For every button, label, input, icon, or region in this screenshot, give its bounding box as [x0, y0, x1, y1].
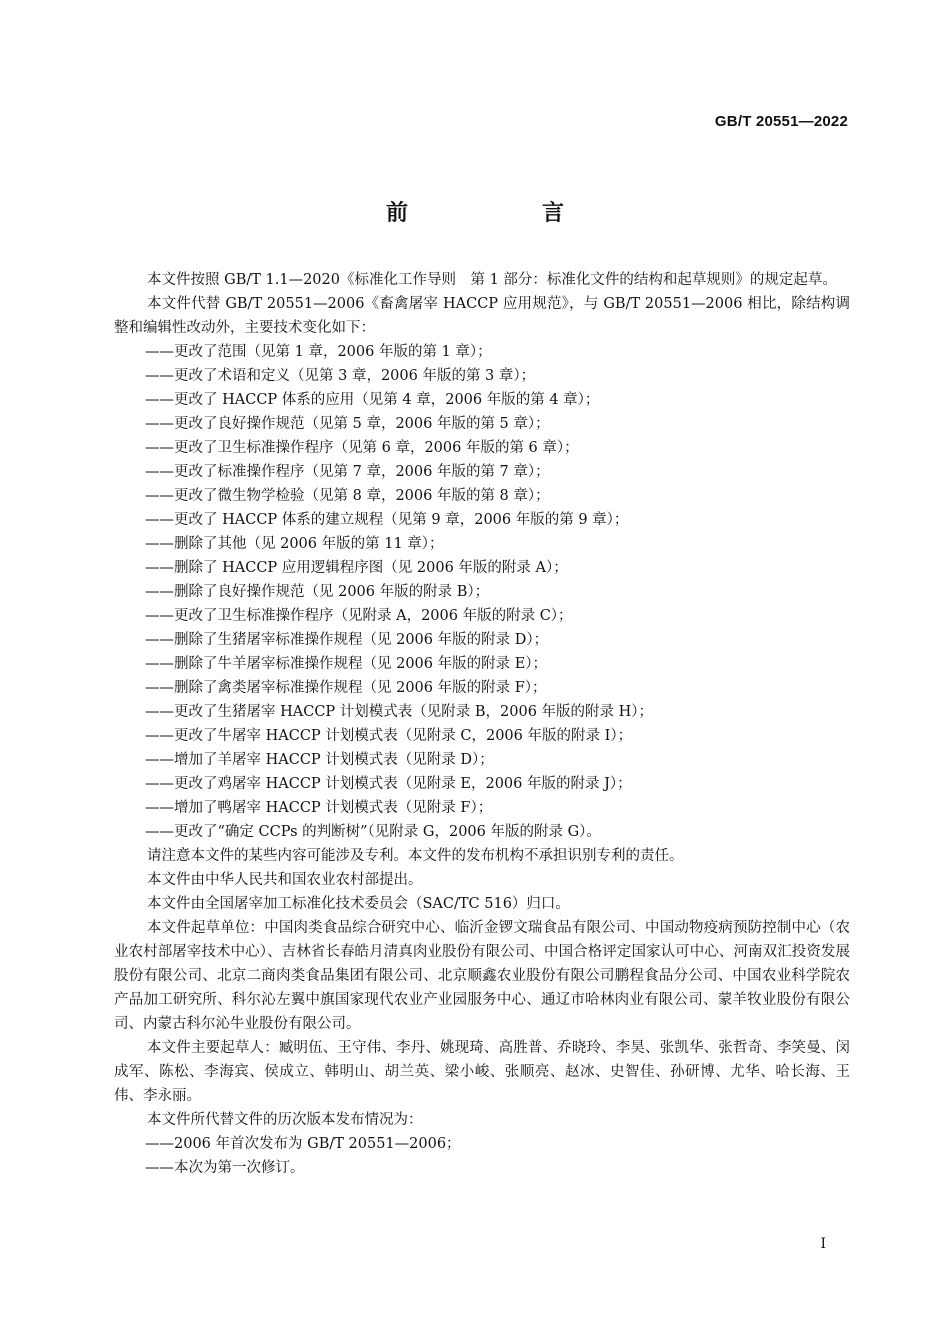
paragraph-history-intro: 本文件所代替文件的历次版本发布情况为：	[147, 1112, 423, 1128]
list-item: ——更改了卫生标准操作程序（见附录 A，2006 年版的附录 C）；	[145, 608, 573, 624]
history-list	[114, 1132, 850, 1180]
paragraph-drafting-units: 本文件起草单位：中国肉类食品综合研究中心、临沂金锣文瑞食品有限公司、中国动物疫病预防控制中心（农业农村部屠宰技术中心）、吉林省长春皓月清真肉业股份有限公司、中国合格评定国家认可中心、河南双汇投资发展股份有限公司、北京二商肉类食品集团有限公司、北京顺鑫农业股份有限公司鹏程食品分公司、中国农业科学院农产品加工研究所、科尔沁左翼中旗国家现代农业产业园服务中心、通辽市哈林肉业有限公司、蒙羊牧业股份有限公司、内蒙古科尔沁牛业股份有限公司。	[114, 920, 850, 1032]
paragraph-patent-notice: 请注意本文件的某些内容可能涉及专利。本文件的发布机构不承担识别专利的责任。	[147, 848, 684, 864]
list-item: ——更改了 HACCP 体系的建立规程（见第 9 章，2006 年版的第 9 章）；	[145, 512, 629, 528]
page-title: 前 言	[385, 201, 620, 226]
list-item: ——更改了 HACCP 体系的应用（见第 4 章，2006 年版的第 4 章）；	[145, 392, 600, 408]
list-item: ——更改了良好操作规范（见第 5 章，2006 年版的第 5 章）；	[145, 416, 550, 432]
list-item: ——增加了鸭屠宰 HACCP 计划模式表（见附录 F）；	[145, 800, 493, 816]
list-item: ——删除了其他（见 2006 年版的第 11 章）；	[145, 536, 444, 552]
paragraph-drafting-rules: 本文件按照 GB/T 1.1—2020《标准化工作导则 第 1 部分：标准化文件的结构和起草规则》的规定起草。	[147, 272, 837, 288]
list-item: ——删除了 HACCP 应用逻辑程序图（见 2006 年版的附录 A）；	[145, 560, 568, 576]
list-item: ——更改了生猪屠宰 HACCP 计划模式表（见附录 B，2006 年版的附录 H）；	[145, 704, 654, 720]
list-item: ——更改了标准操作程序（见第 7 章，2006 年版的第 7 章）；	[145, 464, 550, 480]
paragraph-replacement: 本文件代替 GB/T 20551—2006《畜禽屠宰 HACCP 应用规范》，与 GB/T 20551—2006 相比，除结构调整和编辑性改动外，主要技术变化如下：	[114, 296, 850, 336]
paragraph-drafters: 本文件主要起草人：臧明伍、王守伟、李丹、姚现琦、高胜普、乔晓玲、李昊、张凯华、张哲奇、李笑曼、闵成军、陈松、李海宾、侯成立、韩明山、胡兰英、梁小峻、张顺亮、赵冰、史智佳、孙研博、尤华、哈长海、王伟、李永丽。	[114, 1040, 850, 1104]
list-item: ——2006 年首次发布为 GB/T 20551—2006；	[145, 1136, 461, 1152]
list-item: ——增加了羊屠宰 HACCP 计划模式表（见附录 D）；	[145, 752, 494, 768]
changes-list	[114, 340, 850, 844]
paragraph-proposer: 本文件由中华人民共和国农业农村部提出。	[147, 872, 423, 888]
foreword-body	[114, 268, 850, 1180]
list-item: ——删除了禽类屠宰标准操作规程（见 2006 年版的附录 F）；	[145, 680, 547, 696]
list-item: ——删除了生猪屠宰标准操作规程（见 2006 年版的附录 D）；	[145, 632, 549, 648]
list-item: ——删除了良好操作规范（见 2006 年版的附录 B）；	[145, 584, 490, 600]
list-item: ——更改了范围（见第 1 章，2006 年版的第 1 章）；	[145, 344, 492, 360]
list-item: ——更改了微生物学检验（见第 8 章，2006 年版的第 8 章）；	[145, 488, 550, 504]
list-item: ——更改了牛屠宰 HACCP 计划模式表（见附录 C，2006 年版的附录 I）；	[145, 728, 633, 744]
standard-code: GB/T 20551—2022	[714, 113, 848, 130]
paragraph-committee: 本文件由全国屠宰加工标准化技术委员会（SAC/TC 516）归口。	[147, 896, 570, 912]
list-item: ——删除了牛羊屠宰标准操作规程（见 2006 年版的附录 E）；	[145, 656, 548, 672]
list-item: ——更改了卫生标准操作程序（见第 6 章，2006 年版的第 6 章）；	[145, 440, 579, 456]
list-item: ——更改了术语和定义（见第 3 章，2006 年版的第 3 章）；	[145, 368, 536, 384]
list-item: ——更改了鸡屠宰 HACCP 计划模式表（见附录 E，2006 年版的附录 J）；	[145, 776, 632, 792]
page-number: I	[820, 1236, 826, 1252]
list-item: ——本次为第一次修订。	[145, 1160, 305, 1176]
list-item: ——更改了“确定 CCPs 的判断树”（见附录 G，2006 年版的附录 G）。	[145, 824, 601, 840]
